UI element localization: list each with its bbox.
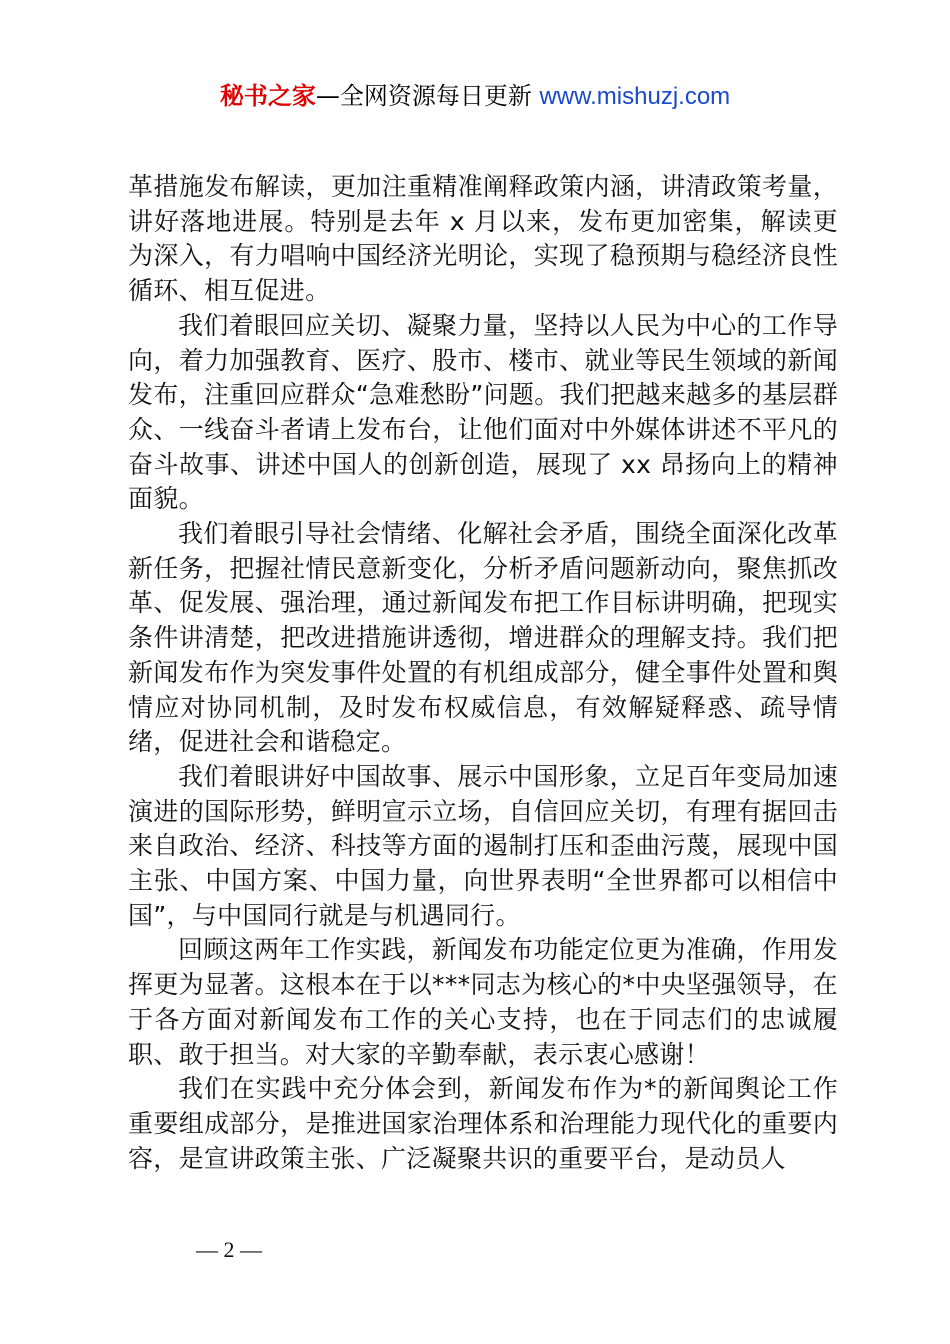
paragraph-4: 我们着眼讲好中国故事、展示中国形象，立足百年变局加速演进的国际形势，鲜明宣示立场，自信回应关切，有理有据回击来自政治、经济、科技等方面的遏制打压和歪曲污蔑，展现中国主张、中国方案、中国力量，向世界表明“全世界都可以相信中国”，与中国同行就是与机遇同行。: [128, 761, 838, 930]
paragraph-6: 我们在实践中充分体会到，新闻发布作为*的新闻舆论工作重要组成部分，是推进国家治理体系和治理能力现代化的重要内容，是宣讲政策主张、广泛凝聚共识的重要平台，是动员人: [128, 1074, 838, 1173]
paragraph-1: 革措施发布解读，更加注重精准阐释政策内涵，讲清政策考量，讲好落地进展。特别是去年 x 月以来，发布更加密集，解读更为深入，有力唱响中国经济光明论，实现了稳预期与稳经济良性循环、相互促进。: [128, 172, 838, 306]
document-body: [128, 170, 838, 1176]
site-tagline: —全网资源每日更新: [315, 82, 540, 110]
site-header: [0, 80, 950, 113]
site-url[interactable]: www.mishuzj.com: [539, 83, 731, 110]
paragraph-2: 我们着眼回应关切、凝聚力量，坚持以人民为中心的工作导向，着力加强教育、医疗、股市、楼市、就业等民生领域的新闻发布，注重回应群众“急难愁盼”问题。我们把越来越多的基层群众、一线奋斗者请上发布台，让他们面对中外媒体讲述不平凡的奋斗故事、讲述中国人的创新创造，展现了 xx 昂扬向上的精神面貌。: [128, 310, 838, 514]
site-brand: 秘书之家: [219, 82, 316, 110]
paragraph-5: 回顾这两年工作实践，新闻发布功能定位更为准确，作用发挥更为显著。这根本在于以***同志为核心的*中央坚强领导，在于各方面对新闻发布工作的关心支持，也在于同志们的忠诚履职、敢于担当。对大家的辛勤奉献，表示衷心感谢！: [128, 935, 838, 1069]
page-number: — 2 —: [196, 1237, 262, 1262]
paragraph-3: 我们着眼引导社会情绪、化解社会矛盾，围绕全面深化改革新任务，把握社情民意新变化，分析矛盾问题新动向，聚焦抓改革、促发展、强治理，通过新闻发布把工作目标讲明确，把现实条件讲清楚，把改进措施讲透彻，增进群众的理解支持。我们把新闻发布作为突发事件处置的有机组成部分，健全事件处置和舆情应对协同机制，及时发布权威信息，有效解疑释惑、疏导情绪，促进社会和谐稳定。: [128, 519, 838, 757]
